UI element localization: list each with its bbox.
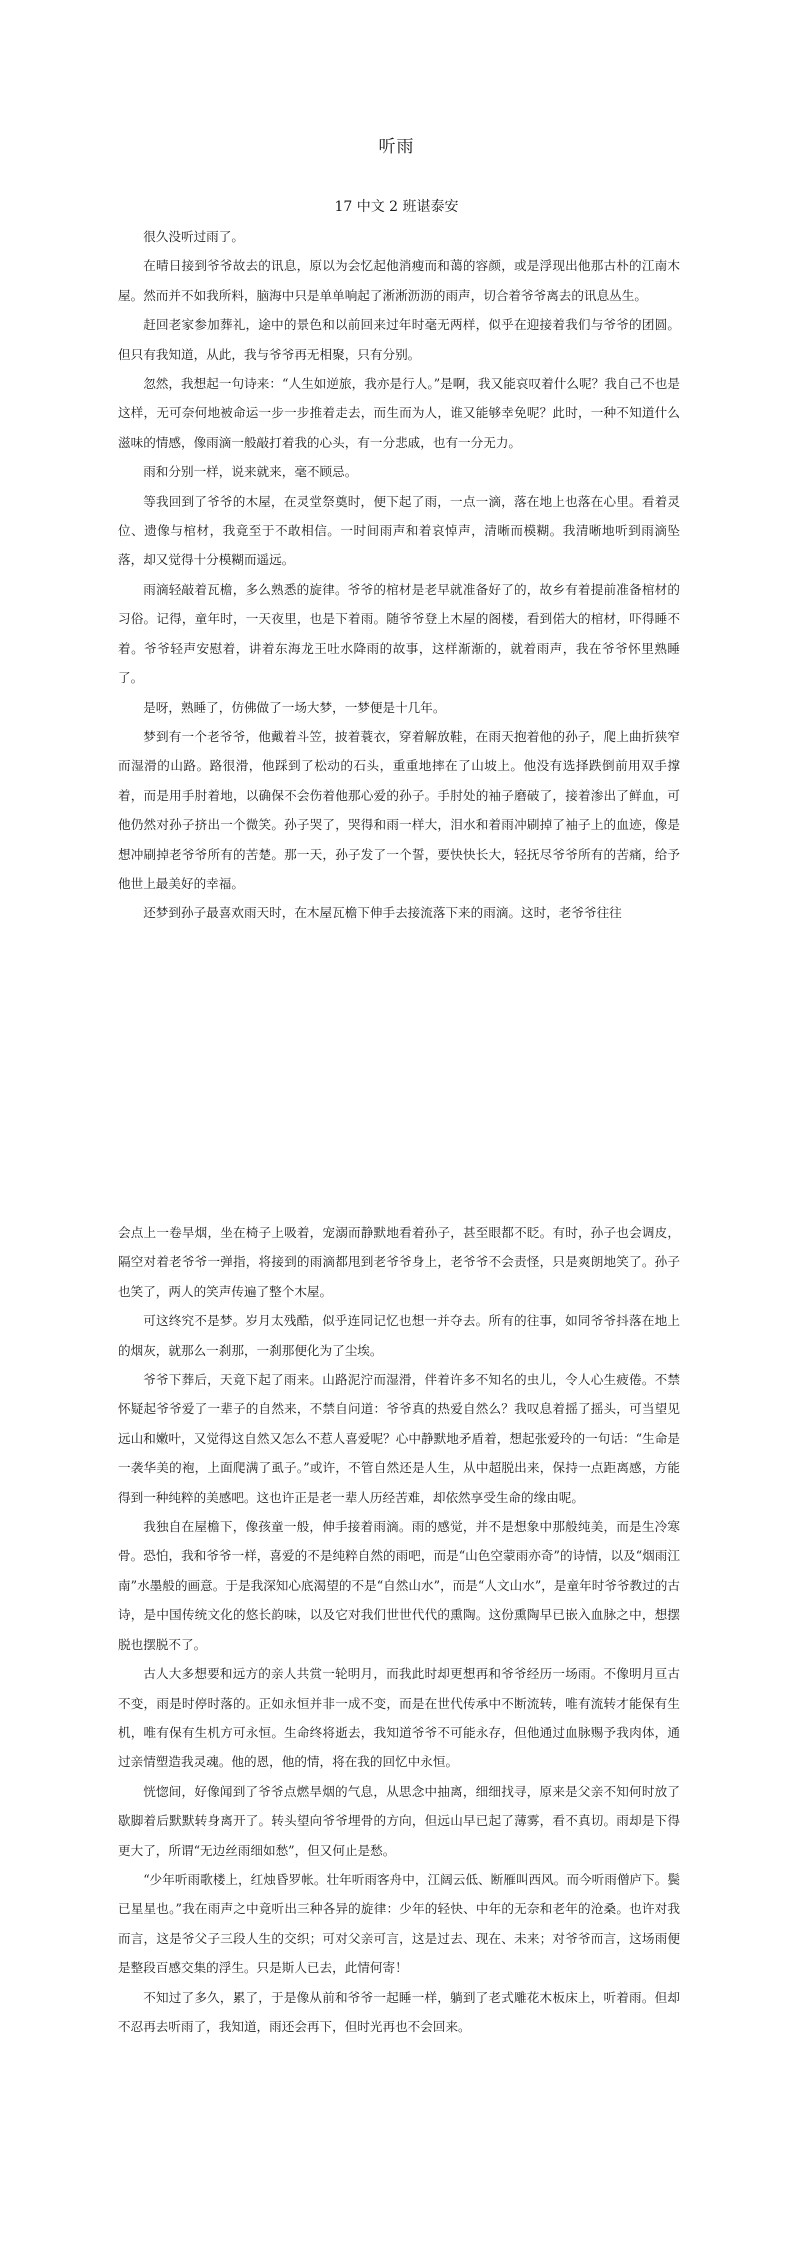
- paragraph: 雨滴轻敲着瓦檐，多么熟悉的旋律。爷爷的棺材是老早就准备好了的，故乡有着提前准备棺材的习俗。记得，童年时，一天夜里，也是下着雨。随爷爷登上木屋的阁楼，看到偌大的棺材，吓得睡不着。爷爷轻声安慰着，讲着东海龙王吐水降雨的故事，这样渐渐的，就着雨声，我在爷爷怀里熟睡了。: [118, 581, 680, 686]
- author-byline: 17 中文 2 班谌泰安: [334, 199, 459, 215]
- body-section-2: [118, 1218, 680, 2041]
- paragraph: 雨和分别一样，说来就来，毫不顾忌。: [143, 464, 358, 480]
- page-title: 听雨: [378, 137, 415, 157]
- paragraph: 赶回老家参加葬礼，途中的景色和以前回来过年时毫无两样，似乎在迎接着我们与爷爷的团圆。但只有我知道，从此，我与爷爷再无相聚，只有分别。: [118, 317, 680, 362]
- paragraph: 不知过了多久，累了，于是像从前和爷爷一起睡一样，躺到了老式雕花木板床上，听着雨。但却不忍再去听雨了，我知道，雨还会再下，但时光再也不会回来。: [118, 1989, 680, 2034]
- paragraph: 爷爷下葬后，天竟下起了雨来。山路泥泞而湿滑，伴着许多不知名的虫儿，令人心生疲倦。不禁怀疑起爷爷爱了一辈子的自然来，不禁自问道：爷爷真的热爱自然么？我叹息着摇了摇头，可当望见远山和嫩叶，又觉得这自然又怎么不惹人喜爱呢？心中静默地矛盾着，想起张爱玲的一句话：“生命是一袭华美的袍，上面爬满了虱子。”或许，不管自然还是人生，从中超脱出来，保持一点距离感，方能得到一种纯粹的美感吧。这也许正是老一辈人历经苦难，却依然享受生命的缘由呢。: [118, 1372, 680, 1505]
- paragraph: 忽然，我想起一句诗来：“人生如逆旅，我亦是行人。”是啊，我又能哀叹着什么呢？我自己不也是这样，无可奈何地被命运一步一步推着走去，而生而为人，谁又能够幸免呢？此时，一种不知道什么滋味的情感，像雨滴一般敲打着我的心头，有一分悲戚，也有一分无力。: [118, 376, 680, 450]
- paragraph: 在晴日接到爷爷故去的讯息，原以为会忆起他消瘦而和蔼的容颜，或是浮现出他那古朴的江南木屋。然而并不如我所料，脑海中只是单单响起了淅淅沥沥的雨声，切合着爷爷离去的讯息丛生。: [118, 258, 680, 303]
- paragraph: 是呀，熟睡了，仿佛做了一场大梦，一梦便是十几年。: [143, 699, 446, 715]
- paragraph: 恍惚间，好像闻到了爷爷点燃旱烟的气息，从思念中抽离，细细找寻，原来是父亲不知何时放了歇脚着后默默转身离开了。转头望向爷爷埋骨的方向，但远山早已起了薄雾，看不真切。雨却是下得更大了，所谓“无边丝雨细如愁”，但又何止是愁。: [118, 1783, 680, 1858]
- paragraph-continued: 会点上一卷旱烟，坐在椅子上吸着，宠溺而静默地看着孙子，甚至眼都不眨。有时，孙子也会调皮，隔空对着老爷爷一弹指，将接到的雨滴都甩到老爷爷身上，老爷爷不会责怪，只是爽朗地笑了。孙子也笑了，两人的笑声传遍了整个木屋。: [118, 1225, 680, 1299]
- paragraph: 我独自在屋檐下，像孩童一般，伸手接着雨滴。雨的感觉，并不是想象中那般纯美，而是生冷寒骨。恐怕，我和爷爷一样，喜爱的不是纯粹自然的雨吧，而是“山色空蒙雨亦奇”的诗情，以及“烟雨江南”水墨般的画意。于是我深知心底渴望的不是“自然山水”，而是“人文山水”，是童年时爷爷教过的古诗，是中国传统文化的悠长韵味，以及它对我们世世代代的熏陶。这份熏陶早已嵌入血脉之中，想摆脱也摆脱不了。: [118, 1519, 680, 1652]
- paragraph: 可这终究不是梦。岁月太残酷，似乎连同记忆也想一并夺去。所有的往事，如同爷爷抖落在地上的烟灰，就那么一刹那，一刹那便化为了尘埃。: [118, 1313, 680, 1358]
- paragraph: 还梦到孙子最喜欢雨天时，在木屋瓦檐下伸手去接流落下来的雨滴。这时，老爷爷往往: [143, 905, 622, 921]
- paragraph: 古人大多想要和远方的亲人共赏一轮明月，而我此时却更想再和爷爷经历一场雨。不像明月亘古不变，雨是时停时落的。正如永恒并非一成不变，而是在世代传承中不断流转，唯有流转才能保有生机，唯有保有生机方可永恒。生命终将逝去，我知道爷爷不可能永存，但他通过血脉赐予我肉体，通过亲情塑造我灵魂。他的恩，他的情，将在我的回忆中永恒。: [118, 1666, 680, 1770]
- body-section-1: [118, 222, 680, 928]
- paragraph: “少年听雨歌楼上，红烛昏罗帐。壮年听雨客舟中，江阔云低、断雁叫西风。而今听雨僧庐下。鬓已星星也。”我在雨声之中竟听出三种各异的旋律：少年的轻快、中年的无奈和老年的沧桑。也许对我而言，这是爷父子三段人生的交织；可对父亲可言，这是过去、现在、未来；对爷爷而言，这场雨便是整段百感交集的浮生。只是斯人已去，此情何寄！: [118, 1871, 680, 1976]
- paragraph: 梦到有一个老爷爷，他戴着斗笠，披着蓑衣，穿着解放鞋，在雨天抱着他的孙子，爬上曲折狭窄而湿滑的山路。路很滑，他踩到了松动的石头，重重地摔在了山坡上。他没有选择跌倒前用双手撑着，而是用手肘着地，以确保不会伤着他那心爱的孙子。手肘处的袖子磨破了，接着渗出了鲜血，可他仍然对孙子挤出一个微笑。孙子哭了，哭得和雨一样大，泪水和着雨冲刷掉了袖子上的血迹，像是想冲刷掉老爷爷所有的苦楚。那一天，孙子发了一个誓，要快快长大，轻抚尽爷爷所有的苦痛，给予他世上最美好的幸福。: [118, 728, 680, 891]
- paragraph: 等我回到了爷爷的木屋，在灵堂祭奠时，便下起了雨，一点一滴，落在地上也落在心里。看着灵位、遗像与棺材，我竟至于不敢相信。一时间雨声和着哀悼声，清晰而模糊。我清晰地听到雨滴坠落，却又觉得十分模糊而遥远。: [118, 493, 680, 568]
- paragraph: 很久没听过雨了。: [143, 229, 244, 244]
